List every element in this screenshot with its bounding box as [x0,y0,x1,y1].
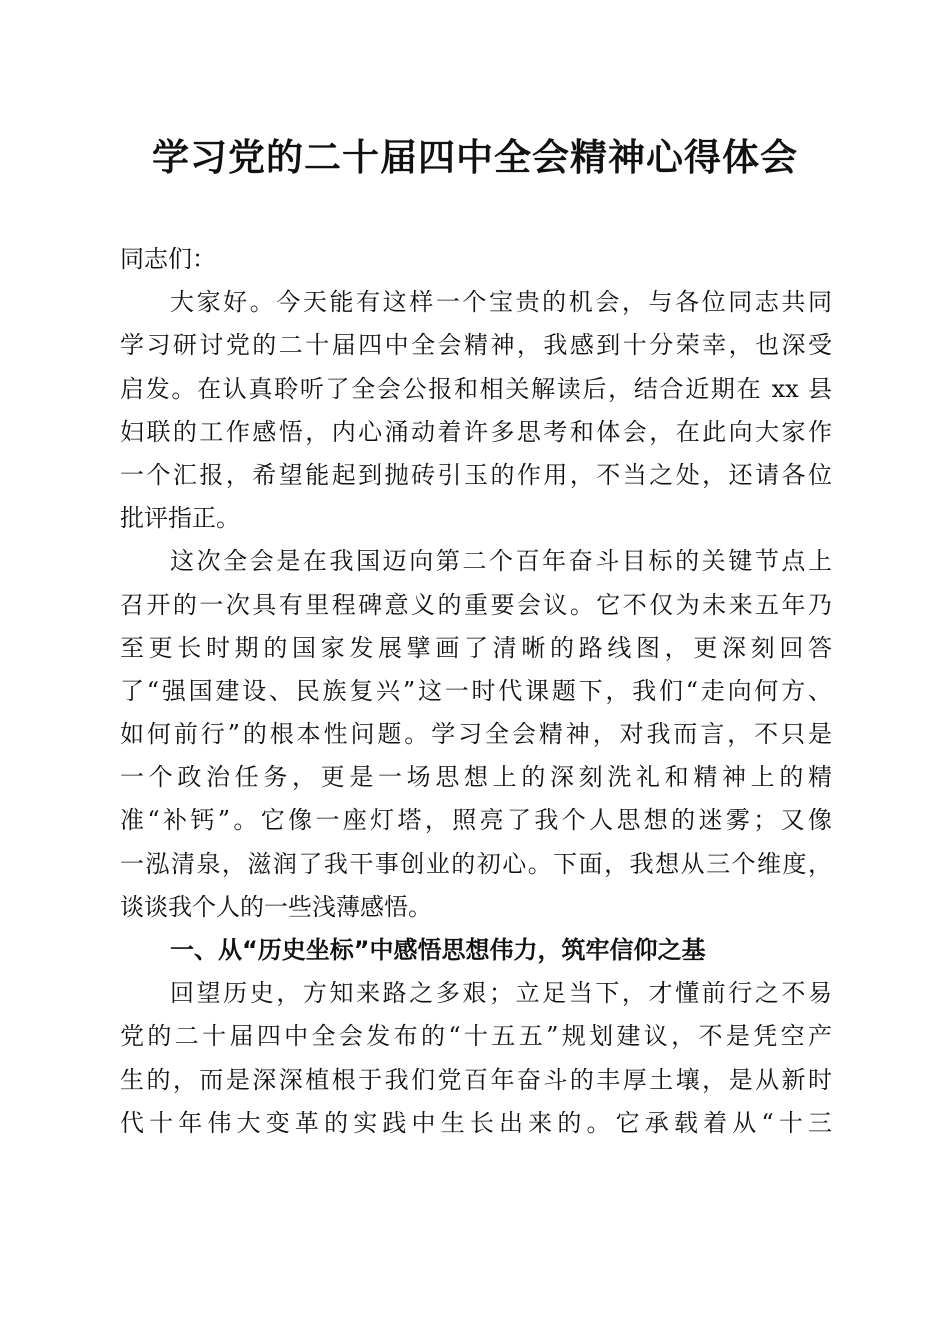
paragraph-line: 准“补钙”。它像一座灯塔，照亮了我个人思想的迷雾；又像 [120,806,832,835]
paragraph-line: 了“强国建设、民族复兴”这一时代课题下，我们“走向何方、 [120,676,832,705]
paragraph-line: 召开的一次具有里程碑意义的重要会议。它不仅为未来五年乃 [120,590,832,619]
paragraph-line: 如何前行”的根本性问题。学习全会精神，对我而言，不只是 [120,720,832,749]
paragraph-line: 谈谈我个人的一些浅薄感悟。 [120,892,432,921]
paragraph-opening [120,281,832,540]
paragraph-line: 代十年伟大变革的实践中生长出来的。它承载着从“十三 [120,1108,832,1137]
paragraph-line: 这次全会是在我国迈向第二个百年奋斗目标的关键节点上 [170,547,832,576]
paragraph-line: 生的，而是深深植根于我们党百年奋斗的丰厚土壤，是从新时 [120,1065,832,1094]
paragraph-line: 启发。在认真聆听了全会公报和相关解读后，结合近期在 xx 县 [120,374,832,403]
paragraph-line: 党的二十届四中全会发布的“十五五”规划建议，不是凭空产 [120,1022,832,1051]
paragraph-line: 批评指正。 [120,504,240,533]
document-body [120,238,832,1145]
paragraph-line: 一泓清泉，滋润了我干事创业的初心。下面，我想从三个维度， [120,849,832,878]
paragraph-line: 一个政治任务，更是一场思想上的深刻洗礼和精神上的精 [120,763,832,792]
section-heading-1: 一、从“历史坐标”中感悟思想伟力，筑牢信仰之基 [170,936,706,964]
paragraph-plenary-significance [120,540,832,929]
paragraph-line: 妇联的工作感悟，内心涌动着许多思考和体会，在此向大家作 [120,417,832,446]
paragraph-historical-coordinates [120,972,832,1145]
paragraph-line: 至更长时期的国家发展擘画了清晰的路线图，更深刻回答 [120,633,832,662]
paragraph-line: 回望历史，方知来路之多艰；立足当下，才懂前行之不易 [170,979,832,1008]
salutation: 同志们： [120,245,216,273]
paragraph-line: 大家好。今天能有这样一个宝贵的机会，与各位同志共同 [170,288,832,317]
paragraph-line: 一个汇报，希望能起到抛砖引玉的作用，不当之处，还请各位 [120,460,832,489]
paragraph-line: 学习研讨党的二十届四中全会精神，我感到十分荣幸，也深受 [120,331,832,360]
document-title: 学习党的二十届四中全会精神心得体会 [152,136,798,179]
